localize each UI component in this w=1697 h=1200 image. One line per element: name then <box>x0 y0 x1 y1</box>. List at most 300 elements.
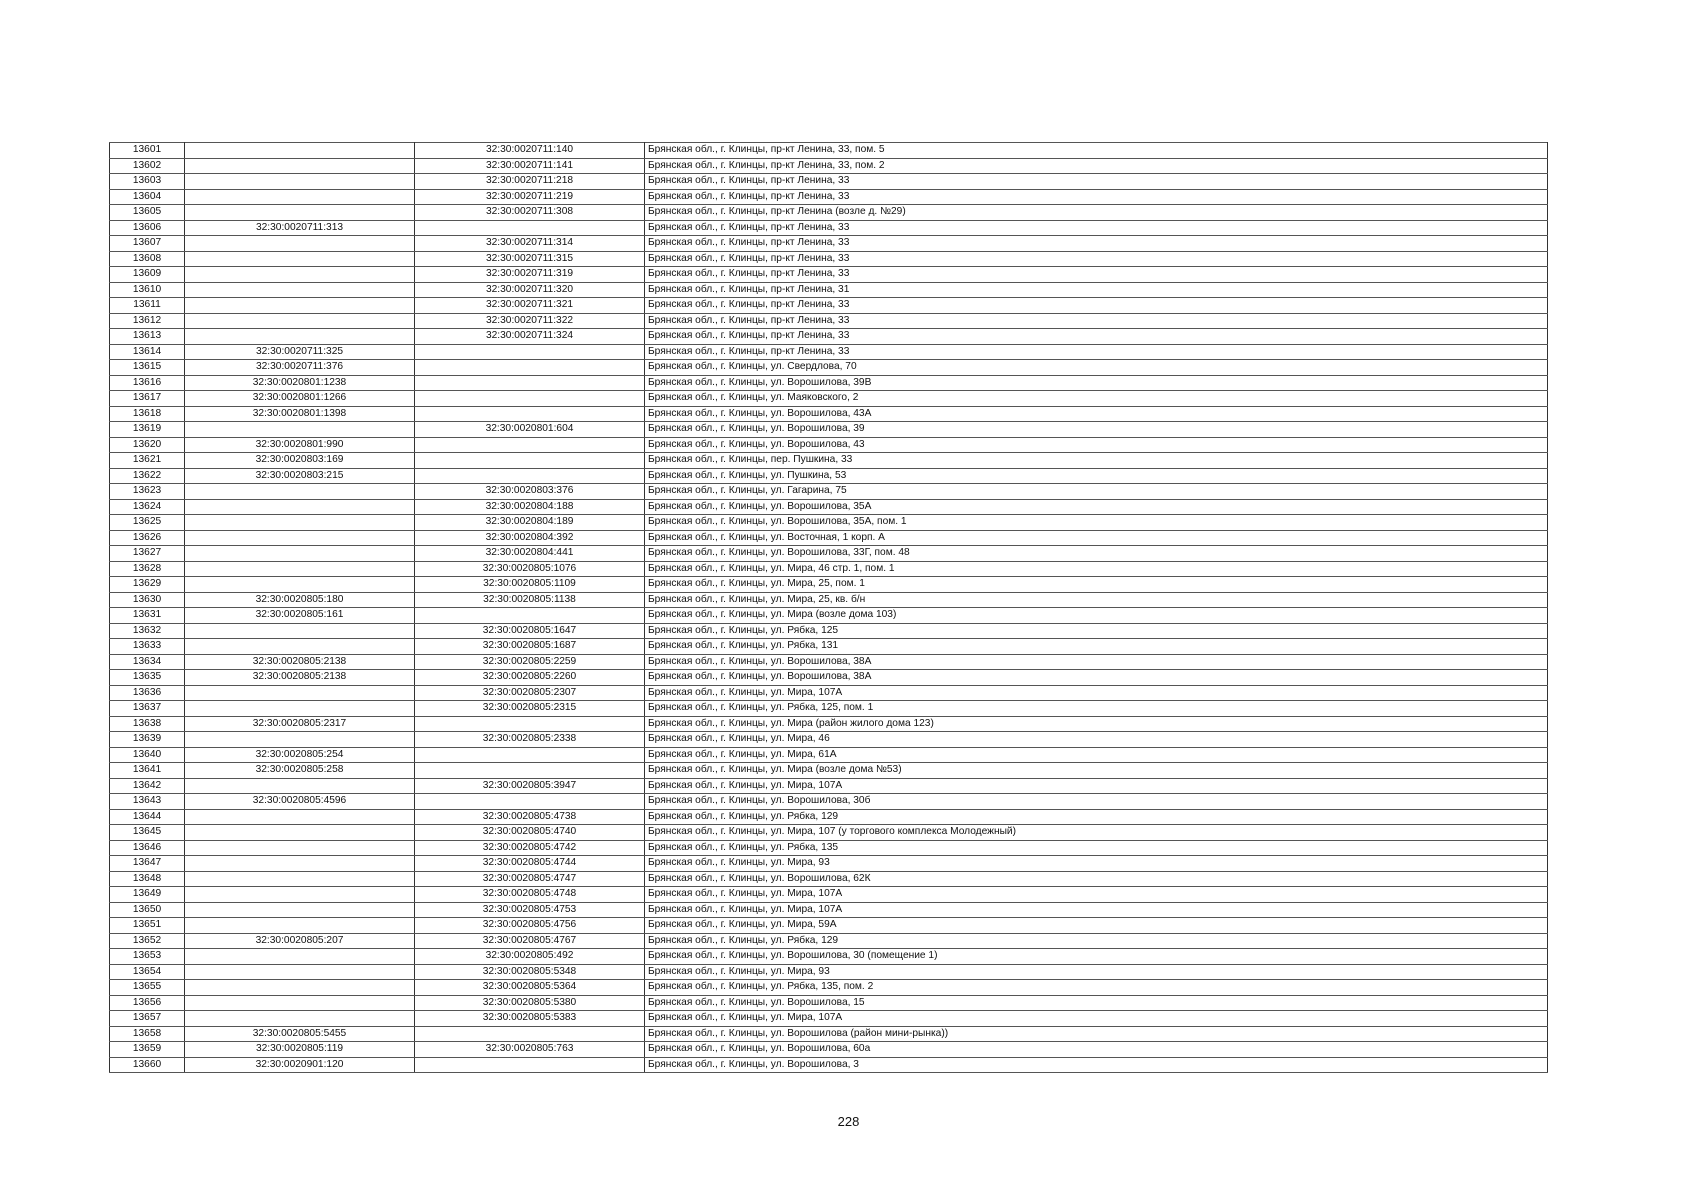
address-cell: Брянская обл., г. Клинцы, пр-кт Ленина, 31 <box>645 282 1548 298</box>
address-cell: Брянская обл., г. Клинцы, ул. Свердлова, 70 <box>645 360 1548 376</box>
table-row <box>110 530 1548 546</box>
cadastral-number-cell <box>185 902 415 918</box>
address-cell: Брянская обл., г. Клинцы, ул. Мира, 107А <box>645 902 1548 918</box>
address-cell: Брянская обл., г. Клинцы, ул. Пушкина, 53 <box>645 468 1548 484</box>
row-number-cell: 13647 <box>110 856 185 872</box>
cadastral-number-cell <box>185 701 415 717</box>
related-cadastral-number-cell: 32:30:0020711:314 <box>415 236 645 252</box>
address-cell: Брянская обл., г. Клинцы, ул. Рябка, 129 <box>645 933 1548 949</box>
cadastral-number-cell <box>185 980 415 996</box>
cadastral-number-cell <box>185 546 415 562</box>
row-number-cell: 13653 <box>110 949 185 965</box>
address-cell: Брянская обл., г. Клинцы, ул. Мира, 93 <box>645 856 1548 872</box>
cadastral-number-cell <box>185 995 415 1011</box>
cadastral-number-cell <box>185 329 415 345</box>
table-row <box>110 871 1548 887</box>
cadastral-number-cell: 32:30:0020805:5455 <box>185 1026 415 1042</box>
registry-table-body <box>110 143 1548 1073</box>
related-cadastral-number-cell: 32:30:0020711:322 <box>415 313 645 329</box>
address-cell: Брянская обл., г. Клинцы, ул. Ворошилова, 35А, пом. 1 <box>645 515 1548 531</box>
cadastral-number-cell <box>185 887 415 903</box>
row-number-cell: 13618 <box>110 406 185 422</box>
related-cadastral-number-cell: 32:30:0020805:2260 <box>415 670 645 686</box>
cadastral-number-cell <box>185 189 415 205</box>
row-number-cell: 13628 <box>110 561 185 577</box>
address-cell: Брянская обл., г. Клинцы, ул. Ворошилова, 30б <box>645 794 1548 810</box>
related-cadastral-number-cell <box>415 220 645 236</box>
row-number-cell: 13657 <box>110 1011 185 1027</box>
address-cell: Брянская обл., г. Клинцы, ул. Рябка, 125 <box>645 623 1548 639</box>
row-number-cell: 13633 <box>110 639 185 655</box>
table-row <box>110 174 1548 190</box>
address-cell: Брянская обл., г. Клинцы, ул. Мира (возле дома 103) <box>645 608 1548 624</box>
row-number-cell: 13605 <box>110 205 185 221</box>
row-number-cell: 13601 <box>110 143 185 159</box>
row-number-cell: 13613 <box>110 329 185 345</box>
table-row <box>110 158 1548 174</box>
address-cell: Брянская обл., г. Клинцы, ул. Мира (район жилого дома 123) <box>645 716 1548 732</box>
cadastral-number-cell: 32:30:0020801:990 <box>185 437 415 453</box>
row-number-cell: 13644 <box>110 809 185 825</box>
address-cell: Брянская обл., г. Клинцы, пр-кт Ленина, 33 <box>645 313 1548 329</box>
address-cell: Брянская обл., г. Клинцы, ул. Рябка, 131 <box>645 639 1548 655</box>
cadastral-number-cell <box>185 267 415 283</box>
address-cell: Брянская обл., г. Клинцы, ул. Ворошилова, 62К <box>645 871 1548 887</box>
row-number-cell: 13623 <box>110 484 185 500</box>
table-row <box>110 220 1548 236</box>
related-cadastral-number-cell <box>415 391 645 407</box>
cadastral-number-cell <box>185 1011 415 1027</box>
address-cell: Брянская обл., г. Клинцы, ул. Мира, 93 <box>645 964 1548 980</box>
row-number-cell: 13659 <box>110 1042 185 1058</box>
cadastral-number-cell <box>185 143 415 159</box>
cadastral-number-cell <box>185 561 415 577</box>
cadastral-number-cell: 32:30:0020805:207 <box>185 933 415 949</box>
related-cadastral-number-cell: 32:30:0020805:1109 <box>415 577 645 593</box>
row-number-cell: 13656 <box>110 995 185 1011</box>
related-cadastral-number-cell: 32:30:0020805:2259 <box>415 654 645 670</box>
table-row <box>110 267 1548 283</box>
row-number-cell: 13626 <box>110 530 185 546</box>
related-cadastral-number-cell: 32:30:0020805:5380 <box>415 995 645 1011</box>
table-row <box>110 918 1548 934</box>
cadastral-number-cell <box>185 964 415 980</box>
row-number-cell: 13655 <box>110 980 185 996</box>
cadastral-number-cell <box>185 809 415 825</box>
cadastral-number-cell <box>185 298 415 314</box>
row-number-cell: 13660 <box>110 1057 185 1073</box>
address-cell: Брянская обл., г. Клинцы, ул. Мира, 61А <box>645 747 1548 763</box>
table-row <box>110 949 1548 965</box>
cadastral-number-cell <box>185 313 415 329</box>
related-cadastral-number-cell: 32:30:0020805:5364 <box>415 980 645 996</box>
row-number-cell: 13620 <box>110 437 185 453</box>
address-cell: Брянская обл., г. Клинцы, ул. Гагарина, 75 <box>645 484 1548 500</box>
cadastral-number-cell <box>185 871 415 887</box>
table-row <box>110 515 1548 531</box>
table-row <box>110 778 1548 794</box>
related-cadastral-number-cell: 32:30:0020711:140 <box>415 143 645 159</box>
cadastral-number-cell <box>185 856 415 872</box>
row-number-cell: 13630 <box>110 592 185 608</box>
row-number-cell: 13621 <box>110 453 185 469</box>
cadastral-number-cell: 32:30:0020801:1266 <box>185 391 415 407</box>
table-row <box>110 313 1548 329</box>
address-cell: Брянская обл., г. Клинцы, ул. Ворошилова, 38А <box>645 670 1548 686</box>
address-cell: Брянская обл., г. Клинцы, ул. Мира, 107А <box>645 685 1548 701</box>
related-cadastral-number-cell <box>415 794 645 810</box>
row-number-cell: 13619 <box>110 422 185 438</box>
cadastral-number-cell: 32:30:0020805:119 <box>185 1042 415 1058</box>
related-cadastral-number-cell: 32:30:0020801:604 <box>415 422 645 438</box>
address-cell: Брянская обл., г. Клинцы, пр-кт Ленина, 33 <box>645 344 1548 360</box>
table-row <box>110 763 1548 779</box>
address-cell: Брянская обл., г. Клинцы, ул. Ворошилова, 3 <box>645 1057 1548 1073</box>
related-cadastral-number-cell: 32:30:0020805:763 <box>415 1042 645 1058</box>
related-cadastral-number-cell: 32:30:0020805:4738 <box>415 809 645 825</box>
table-row <box>110 670 1548 686</box>
cadastral-number-cell: 32:30:0020805:161 <box>185 608 415 624</box>
address-cell: Брянская обл., г. Клинцы, пр-кт Ленина, 33, пом. 5 <box>645 143 1548 159</box>
address-cell: Брянская обл., г. Клинцы, ул. Ворошилова, 43 <box>645 437 1548 453</box>
row-number-cell: 13632 <box>110 623 185 639</box>
table-row <box>110 685 1548 701</box>
address-cell: Брянская обл., г. Клинцы, пер. Пушкина, 33 <box>645 453 1548 469</box>
address-cell: Брянская обл., г. Клинцы, ул. Ворошилова, 39 <box>645 422 1548 438</box>
table-row <box>110 980 1548 996</box>
cadastral-number-cell <box>185 530 415 546</box>
related-cadastral-number-cell <box>415 437 645 453</box>
address-cell: Брянская обл., г. Клинцы, ул. Ворошилова, 39В <box>645 375 1548 391</box>
row-number-cell: 13607 <box>110 236 185 252</box>
related-cadastral-number-cell <box>415 763 645 779</box>
cadastral-number-cell <box>185 499 415 515</box>
table-row <box>110 995 1548 1011</box>
row-number-cell: 13625 <box>110 515 185 531</box>
row-number-cell: 13617 <box>110 391 185 407</box>
address-cell: Брянская обл., г. Клинцы, ул. Мира, 25, кв. б/н <box>645 592 1548 608</box>
table-row <box>110 809 1548 825</box>
table-row <box>110 716 1548 732</box>
address-cell: Брянская обл., г. Клинцы, ул. Мира, 25, пом. 1 <box>645 577 1548 593</box>
related-cadastral-number-cell: 32:30:0020803:376 <box>415 484 645 500</box>
address-cell: Брянская обл., г. Клинцы, пр-кт Ленина, 33 <box>645 251 1548 267</box>
table-row <box>110 794 1548 810</box>
related-cadastral-number-cell: 32:30:0020805:4767 <box>415 933 645 949</box>
related-cadastral-number-cell: 32:30:0020805:5383 <box>415 1011 645 1027</box>
cadastral-number-cell <box>185 577 415 593</box>
related-cadastral-number-cell <box>415 747 645 763</box>
cadastral-number-cell: 32:30:0020805:2317 <box>185 716 415 732</box>
address-cell: Брянская обл., г. Клинцы, пр-кт Ленина, 33, пом. 2 <box>645 158 1548 174</box>
row-number-cell: 13612 <box>110 313 185 329</box>
table-row <box>110 1026 1548 1042</box>
row-number-cell: 13608 <box>110 251 185 267</box>
table-row <box>110 189 1548 205</box>
address-cell: Брянская обл., г. Клинцы, ул. Мира, 46 <box>645 732 1548 748</box>
related-cadastral-number-cell <box>415 608 645 624</box>
table-row <box>110 902 1548 918</box>
row-number-cell: 13652 <box>110 933 185 949</box>
cadastral-number-cell: 32:30:0020805:2138 <box>185 654 415 670</box>
cadastral-number-cell <box>185 778 415 794</box>
address-cell: Брянская обл., г. Клинцы, ул. Мира, 107А <box>645 778 1548 794</box>
related-cadastral-number-cell: 32:30:0020805:3947 <box>415 778 645 794</box>
table-row <box>110 592 1548 608</box>
registry-table <box>109 142 1548 1073</box>
address-cell: Брянская обл., г. Клинцы, ул. Рябка, 129 <box>645 809 1548 825</box>
related-cadastral-number-cell <box>415 406 645 422</box>
table-row <box>110 143 1548 159</box>
address-cell: Брянская обл., г. Клинцы, ул. Рябка, 125, пом. 1 <box>645 701 1548 717</box>
cadastral-number-cell: 32:30:0020803:169 <box>185 453 415 469</box>
cadastral-number-cell <box>185 639 415 655</box>
related-cadastral-number-cell: 32:30:0020805:1076 <box>415 561 645 577</box>
row-number-cell: 13615 <box>110 360 185 376</box>
row-number-cell: 13639 <box>110 732 185 748</box>
address-cell: Брянская обл., г. Клинцы, ул. Мира, 107А <box>645 1011 1548 1027</box>
address-cell: Брянская обл., г. Клинцы, ул. Восточная, 1 корп. А <box>645 530 1548 546</box>
related-cadastral-number-cell: 32:30:0020805:1687 <box>415 639 645 655</box>
related-cadastral-number-cell: 32:30:0020805:2315 <box>415 701 645 717</box>
row-number-cell: 13624 <box>110 499 185 515</box>
cadastral-number-cell <box>185 422 415 438</box>
row-number-cell: 13629 <box>110 577 185 593</box>
row-number-cell: 13651 <box>110 918 185 934</box>
cadastral-number-cell: 32:30:0020805:4596 <box>185 794 415 810</box>
cadastral-number-cell <box>185 732 415 748</box>
address-cell: Брянская обл., г. Клинцы, пр-кт Ленина, 33 <box>645 220 1548 236</box>
related-cadastral-number-cell <box>415 1057 645 1073</box>
related-cadastral-number-cell <box>415 468 645 484</box>
cadastral-number-cell <box>185 158 415 174</box>
address-cell: Брянская обл., г. Клинцы, ул. Маяковского, 2 <box>645 391 1548 407</box>
address-cell: Брянская обл., г. Клинцы, ул. Ворошилова (район мини-рынка)) <box>645 1026 1548 1042</box>
table-row <box>110 251 1548 267</box>
cadastral-number-cell <box>185 282 415 298</box>
row-number-cell: 13604 <box>110 189 185 205</box>
related-cadastral-number-cell: 32:30:0020711:315 <box>415 251 645 267</box>
related-cadastral-number-cell: 32:30:0020711:324 <box>415 329 645 345</box>
table-row <box>110 298 1548 314</box>
table-row <box>110 468 1548 484</box>
table-row <box>110 639 1548 655</box>
table-row <box>110 577 1548 593</box>
cadastral-number-cell: 32:30:0020805:258 <box>185 763 415 779</box>
related-cadastral-number-cell <box>415 1026 645 1042</box>
row-number-cell: 13640 <box>110 747 185 763</box>
row-number-cell: 13638 <box>110 716 185 732</box>
cadastral-number-cell: 32:30:0020711:325 <box>185 344 415 360</box>
address-cell: Брянская обл., г. Клинцы, ул. Мира, 59А <box>645 918 1548 934</box>
row-number-cell: 13614 <box>110 344 185 360</box>
related-cadastral-number-cell: 32:30:0020805:4744 <box>415 856 645 872</box>
address-cell: Брянская обл., г. Клинцы, пр-кт Ленина, 33 <box>645 298 1548 314</box>
cadastral-number-cell: 32:30:0020711:376 <box>185 360 415 376</box>
related-cadastral-number-cell: 32:30:0020711:319 <box>415 267 645 283</box>
related-cadastral-number-cell: 32:30:0020804:392 <box>415 530 645 546</box>
table-row <box>110 825 1548 841</box>
cadastral-number-cell <box>185 623 415 639</box>
cadastral-number-cell: 32:30:0020803:215 <box>185 468 415 484</box>
cadastral-number-cell <box>185 174 415 190</box>
address-cell: Брянская обл., г. Клинцы, пр-кт Ленина (возле д. №29) <box>645 205 1548 221</box>
address-cell: Брянская обл., г. Клинцы, ул. Ворошилова, 43А <box>645 406 1548 422</box>
cadastral-number-cell: 32:30:0020805:254 <box>185 747 415 763</box>
row-number-cell: 13634 <box>110 654 185 670</box>
row-number-cell: 13648 <box>110 871 185 887</box>
table-row <box>110 406 1548 422</box>
table-row <box>110 623 1548 639</box>
row-number-cell: 13642 <box>110 778 185 794</box>
address-cell: Брянская обл., г. Клинцы, пр-кт Ленина, 33 <box>645 329 1548 345</box>
address-cell: Брянская обл., г. Клинцы, пр-кт Ленина, 33 <box>645 236 1548 252</box>
row-number-cell: 13646 <box>110 840 185 856</box>
table-row <box>110 840 1548 856</box>
page-number: 228 <box>837 1114 860 1129</box>
table-row <box>110 282 1548 298</box>
row-number-cell: 13603 <box>110 174 185 190</box>
cadastral-number-cell <box>185 236 415 252</box>
cadastral-number-cell: 32:30:0020801:1398 <box>185 406 415 422</box>
related-cadastral-number-cell: 32:30:0020805:2307 <box>415 685 645 701</box>
cadastral-number-cell <box>185 918 415 934</box>
row-number-cell: 13645 <box>110 825 185 841</box>
row-number-cell: 13616 <box>110 375 185 391</box>
cadastral-number-cell <box>185 840 415 856</box>
row-number-cell: 13602 <box>110 158 185 174</box>
table-row <box>110 205 1548 221</box>
table-row <box>110 546 1548 562</box>
cadastral-number-cell <box>185 515 415 531</box>
address-cell: Брянская обл., г. Клинцы, пр-кт Ленина, 33 <box>645 174 1548 190</box>
related-cadastral-number-cell: 32:30:0020805:2338 <box>415 732 645 748</box>
related-cadastral-number-cell: 32:30:0020805:1138 <box>415 592 645 608</box>
cadastral-number-cell <box>185 484 415 500</box>
related-cadastral-number-cell: 32:30:0020711:141 <box>415 158 645 174</box>
address-cell: Брянская обл., г. Клинцы, ул. Мира, 46 стр. 1, пом. 1 <box>645 561 1548 577</box>
row-number-cell: 13611 <box>110 298 185 314</box>
related-cadastral-number-cell <box>415 360 645 376</box>
address-cell: Брянская обл., г. Клинцы, ул. Ворошилова, 35А <box>645 499 1548 515</box>
address-cell: Брянская обл., г. Клинцы, пр-кт Ленина, 33 <box>645 267 1548 283</box>
row-number-cell: 13635 <box>110 670 185 686</box>
related-cadastral-number-cell: 32:30:0020805:4753 <box>415 902 645 918</box>
table-row <box>110 375 1548 391</box>
address-cell: Брянская обл., г. Клинцы, ул. Мира (возле дома №53) <box>645 763 1548 779</box>
related-cadastral-number-cell <box>415 453 645 469</box>
table-row <box>110 422 1548 438</box>
cadastral-number-cell: 32:30:0020805:2138 <box>185 670 415 686</box>
table-row <box>110 453 1548 469</box>
table-row <box>110 732 1548 748</box>
row-number-cell: 13610 <box>110 282 185 298</box>
row-number-cell: 13654 <box>110 964 185 980</box>
related-cadastral-number-cell <box>415 344 645 360</box>
related-cadastral-number-cell: 32:30:0020804:189 <box>415 515 645 531</box>
table-row <box>110 654 1548 670</box>
table-row <box>110 608 1548 624</box>
row-number-cell: 13636 <box>110 685 185 701</box>
row-number-cell: 13609 <box>110 267 185 283</box>
related-cadastral-number-cell: 32:30:0020805:4742 <box>415 840 645 856</box>
table-row <box>110 499 1548 515</box>
address-cell: Брянская обл., г. Клинцы, ул. Рябка, 135 <box>645 840 1548 856</box>
related-cadastral-number-cell: 32:30:0020805:4748 <box>415 887 645 903</box>
address-cell: Брянская обл., г. Клинцы, ул. Рябка, 135, пом. 2 <box>645 980 1548 996</box>
related-cadastral-number-cell: 32:30:0020711:219 <box>415 189 645 205</box>
address-cell: Брянская обл., г. Клинцы, ул. Ворошилова, 15 <box>645 995 1548 1011</box>
related-cadastral-number-cell: 32:30:0020711:320 <box>415 282 645 298</box>
table-row <box>110 437 1548 453</box>
address-cell: Брянская обл., г. Клинцы, пр-кт Ленина, 33 <box>645 189 1548 205</box>
table-row <box>110 1057 1548 1073</box>
address-cell: Брянская обл., г. Клинцы, ул. Ворошилова, 60а <box>645 1042 1548 1058</box>
table-row <box>110 391 1548 407</box>
address-cell: Брянская обл., г. Клинцы, ул. Ворошилова, 30 (помещение 1) <box>645 949 1548 965</box>
address-cell: Брянская обл., г. Клинцы, ул. Мира, 107А <box>645 887 1548 903</box>
row-number-cell: 13637 <box>110 701 185 717</box>
table-row <box>110 1011 1548 1027</box>
table-row <box>110 484 1548 500</box>
table-row <box>110 236 1548 252</box>
row-number-cell: 13622 <box>110 468 185 484</box>
cadastral-number-cell: 32:30:0020711:313 <box>185 220 415 236</box>
related-cadastral-number-cell: 32:30:0020711:308 <box>415 205 645 221</box>
related-cadastral-number-cell: 32:30:0020711:321 <box>415 298 645 314</box>
table-row <box>110 329 1548 345</box>
row-number-cell: 13643 <box>110 794 185 810</box>
table-row <box>110 856 1548 872</box>
row-number-cell: 13650 <box>110 902 185 918</box>
table-row <box>110 561 1548 577</box>
related-cadastral-number-cell <box>415 716 645 732</box>
related-cadastral-number-cell: 32:30:0020805:4740 <box>415 825 645 841</box>
cadastral-number-cell <box>185 685 415 701</box>
table-row <box>110 887 1548 903</box>
related-cadastral-number-cell: 32:30:0020804:441 <box>415 546 645 562</box>
related-cadastral-number-cell <box>415 375 645 391</box>
cadastral-number-cell <box>185 205 415 221</box>
table-row <box>110 747 1548 763</box>
cadastral-number-cell <box>185 251 415 267</box>
related-cadastral-number-cell: 32:30:0020804:188 <box>415 499 645 515</box>
row-number-cell: 13606 <box>110 220 185 236</box>
table-row <box>110 933 1548 949</box>
row-number-cell: 13627 <box>110 546 185 562</box>
cadastral-number-cell <box>185 825 415 841</box>
row-number-cell: 13658 <box>110 1026 185 1042</box>
row-number-cell: 13641 <box>110 763 185 779</box>
related-cadastral-number-cell: 32:30:0020805:1647 <box>415 623 645 639</box>
cadastral-number-cell <box>185 949 415 965</box>
related-cadastral-number-cell: 32:30:0020805:4747 <box>415 871 645 887</box>
row-number-cell: 13631 <box>110 608 185 624</box>
cadastral-number-cell: 32:30:0020901:120 <box>185 1057 415 1073</box>
cadastral-number-cell: 32:30:0020801:1238 <box>185 375 415 391</box>
table-row <box>110 360 1548 376</box>
address-cell: Брянская обл., г. Клинцы, ул. Ворошилова, 33Г, пом. 48 <box>645 546 1548 562</box>
table-row <box>110 344 1548 360</box>
address-cell: Брянская обл., г. Клинцы, ул. Мира, 107 (у торгового комплекса Молодежный) <box>645 825 1548 841</box>
table-row <box>110 1042 1548 1058</box>
address-cell: Брянская обл., г. Клинцы, ул. Ворошилова, 38А <box>645 654 1548 670</box>
cadastral-number-cell: 32:30:0020805:180 <box>185 592 415 608</box>
related-cadastral-number-cell: 32:30:0020711:218 <box>415 174 645 190</box>
table-row <box>110 964 1548 980</box>
related-cadastral-number-cell: 32:30:0020805:492 <box>415 949 645 965</box>
table-row <box>110 701 1548 717</box>
